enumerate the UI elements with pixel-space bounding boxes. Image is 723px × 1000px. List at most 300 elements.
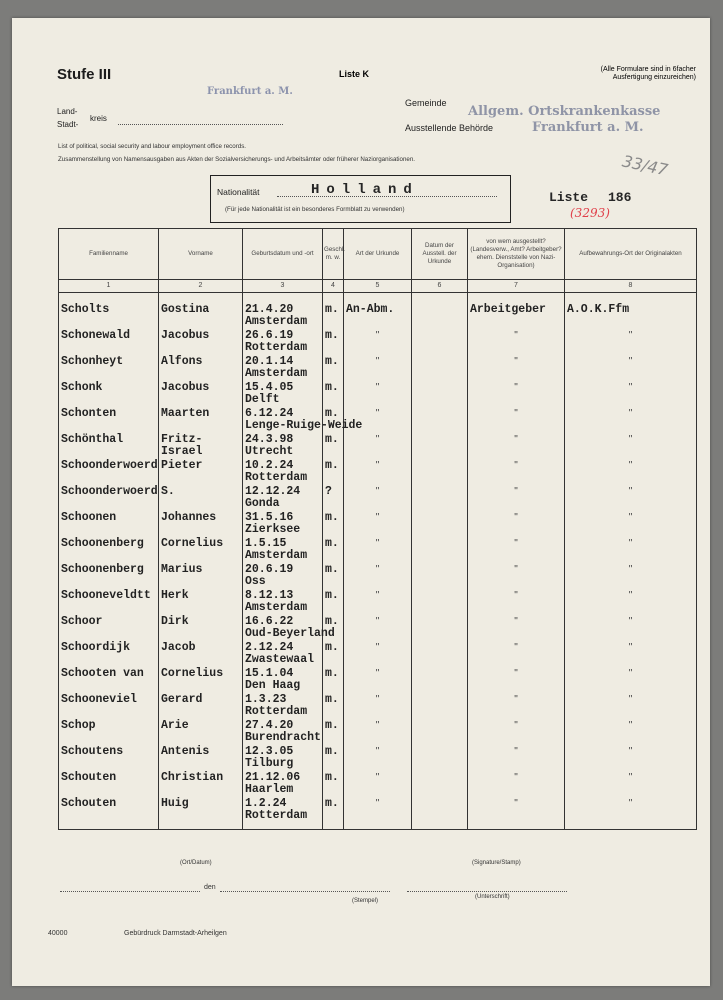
sex: m. — [325, 797, 339, 810]
given-name: S. — [161, 485, 175, 498]
issue-date-cell — [412, 587, 468, 613]
table-row — [59, 431, 697, 457]
land-label: Land- — [57, 107, 78, 116]
gemeinde-label: Gemeinde — [405, 98, 447, 108]
archive-cell — [565, 431, 697, 457]
sex-cell — [323, 509, 344, 535]
family-name-cell — [59, 717, 159, 743]
birth-place: Delft — [245, 393, 280, 406]
nationality-note: (Für jede Nationalität ist ein besonderes Formblatt zu verwenden) — [225, 206, 405, 213]
document-type: " — [375, 460, 380, 471]
given-name: Gostina — [161, 303, 210, 316]
archive-cell — [565, 769, 697, 795]
document-type-cell — [344, 561, 412, 587]
given-name-cell — [159, 613, 243, 639]
family-name: Schonten — [61, 407, 117, 420]
birth-cell — [243, 587, 323, 613]
family-name-cell — [59, 691, 159, 717]
family-name-cell — [59, 769, 159, 795]
issuer-cell — [468, 691, 565, 717]
issuer: " — [514, 642, 518, 653]
birth-place: Oud-Beyerland — [245, 627, 335, 640]
given-name-cell — [159, 535, 243, 561]
issuer-cell — [468, 795, 565, 830]
family-name-cell — [59, 405, 159, 431]
birth-date: 15.4.05 — [245, 381, 294, 394]
issuer-cell — [468, 665, 565, 691]
birth-cell — [243, 717, 323, 743]
sex: m. — [325, 537, 339, 550]
issuer: " — [514, 772, 518, 783]
archive-cell — [565, 743, 697, 769]
birth-cell — [243, 353, 323, 379]
given-name: Dirk — [161, 615, 189, 628]
signature-line — [407, 891, 567, 892]
table-row — [59, 353, 697, 379]
birth-cell — [243, 613, 335, 640]
birth-place: Amsterdam — [245, 367, 308, 380]
pencil-note: 33/47 — [620, 151, 670, 180]
issuer: " — [514, 512, 518, 523]
document-type: " — [375, 772, 380, 783]
given-name: Marius — [161, 563, 203, 576]
issuer-cell — [468, 587, 565, 613]
issue-date-cell — [412, 691, 468, 717]
birth-cell — [243, 795, 323, 830]
issuer-cell — [468, 509, 565, 535]
column-number: 4 — [323, 280, 344, 293]
given-name-cell — [159, 509, 243, 535]
given-name-cell — [159, 431, 243, 457]
issue-date-cell — [412, 743, 468, 769]
birth-date: 20.1.14 — [245, 355, 294, 368]
issuer-cell — [468, 457, 565, 483]
issue-date-cell — [412, 535, 468, 561]
header-aufbewahrung: Aufbewahrungs-Ort der Originalakten — [565, 229, 697, 280]
issue-date-cell — [412, 431, 468, 457]
printer-note: Gebürdruck Darmstadt-Arheilgen — [124, 930, 227, 937]
document-sheet — [12, 18, 710, 986]
issuer-cell — [468, 353, 565, 379]
family-name: Schooneviel — [61, 693, 137, 706]
birth-cell — [243, 769, 323, 795]
birth-place: Amsterdam — [245, 315, 308, 328]
sex-cell — [323, 535, 344, 561]
birth-date: 10.2.24 — [245, 459, 294, 472]
birth-place: Rotterdam — [245, 471, 308, 484]
document-type: " — [375, 486, 380, 497]
given-name-cell — [159, 293, 243, 328]
archive-location: " — [628, 460, 633, 471]
table-row — [59, 613, 697, 639]
document-type-cell — [344, 717, 412, 743]
column-number-row — [59, 280, 697, 293]
birth-place: Zwastewaal — [245, 653, 315, 666]
given-name-cell — [159, 717, 243, 743]
header-geschlecht: Geschl. m. w. — [323, 229, 344, 280]
sex: m. — [325, 641, 339, 654]
birth-place: Zierksee — [245, 523, 301, 536]
archive-cell — [565, 405, 697, 431]
birth-date: 6.12.24 — [245, 407, 294, 420]
birth-cell — [243, 743, 323, 769]
document-type: " — [375, 694, 380, 705]
issue-date-cell — [412, 405, 468, 431]
family-name-cell — [59, 665, 159, 691]
issuer-cell — [468, 379, 565, 405]
nationality-value: Holland — [311, 182, 419, 198]
sex: m. — [325, 745, 339, 758]
birth-place: Burendracht — [245, 731, 321, 744]
sex: m. — [325, 771, 339, 784]
nationality-box — [210, 175, 511, 223]
birth-cell — [243, 639, 323, 665]
archive-location: " — [628, 330, 633, 341]
table-row — [59, 561, 697, 587]
red-note: (3293) — [570, 206, 610, 220]
column-number: 1 — [59, 280, 159, 293]
birth-cell — [243, 457, 323, 483]
given-name-cell — [159, 587, 243, 613]
issuer: " — [514, 434, 518, 445]
document-type-cell — [344, 457, 412, 483]
archive-cell — [565, 457, 697, 483]
sex-cell — [323, 561, 344, 587]
archive-cell — [565, 665, 697, 691]
archive-location: " — [628, 538, 633, 549]
issue-date-cell — [412, 613, 468, 639]
given-name-cell — [159, 639, 243, 665]
print-code: 40000 — [48, 930, 68, 937]
sex: m. — [325, 693, 339, 706]
sex: m. — [325, 303, 339, 316]
family-name: Schop — [61, 719, 96, 732]
issuer-cell — [468, 327, 565, 353]
sex: m. — [325, 459, 339, 472]
archive-cell — [565, 639, 697, 665]
archive-location: " — [628, 434, 633, 445]
sex: m. — [325, 511, 339, 524]
issue-date-cell — [412, 483, 468, 509]
given-name: Cornelius — [161, 667, 224, 680]
archive-cell — [565, 535, 697, 561]
place-line — [60, 891, 200, 892]
issuer: " — [514, 382, 518, 393]
birth-date: 16.6.22 — [245, 615, 294, 628]
document-type: " — [375, 434, 380, 445]
document-type-cell — [344, 769, 412, 795]
table-row — [59, 769, 697, 795]
sex-cell — [323, 379, 344, 405]
issuer: " — [514, 564, 518, 575]
liste-number: 186 — [608, 190, 632, 205]
birth-date: 20.6.19 — [245, 563, 294, 576]
archive-cell — [565, 561, 697, 587]
issuer: " — [514, 330, 518, 341]
sex-cell — [323, 795, 344, 830]
document-type: An-Abm. — [346, 303, 395, 316]
given-name-cell — [159, 353, 243, 379]
given-name-cell — [159, 327, 243, 353]
issuer-cell — [468, 405, 565, 431]
table-row — [59, 743, 697, 769]
family-name-cell — [59, 327, 159, 353]
issuer: " — [514, 590, 518, 601]
birth-date: 31.5.16 — [245, 511, 294, 524]
issuer-cell — [468, 561, 565, 587]
den-label: den — [204, 884, 216, 891]
archive-location: " — [628, 512, 633, 523]
kreis-line — [118, 124, 283, 125]
issuer: Arbeitgeber — [470, 303, 546, 316]
family-name: Schönthal — [61, 433, 124, 446]
document-type: " — [375, 616, 380, 627]
sex-cell — [323, 293, 344, 328]
signature-label: (Signature/Stamp) — [472, 860, 521, 866]
archive-location: " — [628, 382, 633, 393]
birth-place: Rotterdam — [245, 705, 308, 718]
birth-cell — [243, 379, 323, 405]
family-name-cell — [59, 353, 159, 379]
issue-date-cell — [412, 769, 468, 795]
sex-cell — [323, 457, 344, 483]
kreis-label: kreis — [90, 114, 107, 123]
family-name: Schoonenberg — [61, 537, 144, 550]
archive-location: " — [628, 642, 633, 653]
given-name: Cornelius — [161, 537, 224, 550]
header-geburtsdatum: Geburtsdatum und -ort — [243, 229, 323, 280]
family-name-cell — [59, 379, 159, 405]
header-familienname: Familienname — [59, 229, 159, 280]
issuer: " — [514, 720, 518, 731]
table-row — [59, 665, 697, 691]
liste-k-label: Liste K — [339, 69, 370, 79]
table-row — [59, 293, 697, 328]
given-name-line-2: Israel — [161, 445, 203, 458]
birth-place: Rotterdam — [245, 809, 308, 822]
issue-date-cell — [412, 561, 468, 587]
document-type-cell — [344, 405, 412, 431]
issuer: " — [514, 408, 518, 419]
birth-cell — [243, 483, 323, 509]
records-table — [58, 228, 697, 830]
issuer: " — [514, 746, 518, 757]
given-name: Jacob — [161, 641, 196, 654]
birth-cell — [243, 535, 323, 561]
birth-place: Oss — [245, 575, 266, 588]
given-name-cell — [159, 743, 243, 769]
archive-cell — [565, 795, 697, 830]
birth-date: 27.4.20 — [245, 719, 294, 732]
given-name-cell — [159, 691, 243, 717]
table-row — [59, 405, 697, 431]
birth-place: Den Haag — [245, 679, 301, 692]
given-name: Gerard — [161, 693, 203, 706]
family-name-cell — [59, 587, 159, 613]
birth-place: Lenge-Ruige-Weide — [245, 419, 363, 432]
issuer: " — [514, 356, 518, 367]
sex: m. — [325, 589, 339, 602]
issue-date-cell — [412, 509, 468, 535]
family-name: Schoutens — [61, 745, 124, 758]
issue-date-cell — [412, 327, 468, 353]
stufe-title: Stufe III — [57, 66, 112, 83]
given-name-cell — [159, 483, 243, 509]
archive-location: A.O.K.Ffm — [567, 303, 630, 316]
header-urkunde: Art der Urkunde — [344, 229, 412, 280]
given-name: Alfons — [161, 355, 203, 368]
table-row — [59, 795, 697, 830]
given-name: Huig — [161, 797, 189, 810]
birth-date: 8.12.13 — [245, 589, 294, 602]
stadt-label: Stadt- — [57, 120, 79, 129]
column-number: 5 — [344, 280, 412, 293]
family-name: Schoonenberg — [61, 563, 144, 576]
document-type-cell — [344, 691, 412, 717]
birth-date: 26.6.19 — [245, 329, 294, 342]
given-name: Maarten — [161, 407, 210, 420]
header-datum: Datum der Ausstell. der Urkunde — [412, 229, 468, 280]
birth-cell — [243, 405, 363, 432]
archive-cell — [565, 509, 697, 535]
document-type: " — [375, 746, 380, 757]
sex: ? — [325, 485, 332, 498]
given-name: Christian — [161, 771, 224, 784]
archive-location: " — [628, 486, 633, 497]
birth-date: 15.1.04 — [245, 667, 294, 680]
sex-cell — [323, 665, 344, 691]
issue-date-cell — [412, 639, 468, 665]
issuer-cell — [468, 535, 565, 561]
issuer-cell — [468, 743, 565, 769]
birth-place: Rotterdam — [245, 341, 308, 354]
given-name-cell — [159, 405, 243, 431]
description-de: Zusammenstellung von Namensausgaben aus Akten der Sozialversicherungs- und Arbeitsämter oder früherer Naziorganisationen. — [58, 156, 416, 163]
description-en: List of political, social security and labour employment office records. — [58, 143, 247, 150]
given-name: Herk — [161, 589, 189, 602]
family-name-cell — [59, 509, 159, 535]
document-type-cell — [344, 509, 412, 535]
header-aussteller: von wem ausgestellt? (Landesverw., Amt? Arbeitgeber? ehem. Dienststelle von Nazi-Organisation) — [468, 229, 565, 280]
birth-date: 1.3.23 — [245, 693, 287, 706]
document-type-cell — [344, 431, 412, 457]
family-name-cell — [59, 561, 159, 587]
given-name: Jacobus — [161, 381, 210, 394]
birth-place: Tilburg — [245, 757, 294, 770]
issuer-cell — [468, 769, 565, 795]
family-name-cell — [59, 431, 159, 457]
form-note-line-1: (Alle Formulare sind in 6facher — [600, 66, 696, 73]
document-type: " — [375, 720, 380, 731]
archive-location: " — [628, 668, 633, 679]
sex: m. — [325, 433, 339, 446]
archive-location: " — [628, 720, 633, 731]
birth-date: 1.2.24 — [245, 797, 287, 810]
document-type: " — [375, 668, 380, 679]
given-name-cell — [159, 665, 243, 691]
nationality-label: Nationalität — [217, 187, 260, 197]
given-name-cell — [159, 769, 243, 795]
sex-cell — [323, 769, 344, 795]
issuer: " — [514, 538, 518, 549]
issue-date-cell — [412, 665, 468, 691]
issuer: " — [514, 486, 518, 497]
behoerde-label: Ausstellende Behörde — [405, 123, 494, 133]
form-note-line-2: Ausfertigung einzureichen) — [612, 74, 696, 81]
archive-cell — [565, 483, 697, 509]
issuer-cell — [468, 483, 565, 509]
family-name: Schouten — [61, 797, 117, 810]
issue-date-cell — [412, 293, 468, 328]
column-number: 8 — [565, 280, 697, 293]
issuer-cell — [468, 613, 565, 639]
birth-date: 2.12.24 — [245, 641, 294, 654]
table-row — [59, 483, 697, 509]
issue-date-cell — [412, 717, 468, 743]
issue-date-cell — [412, 353, 468, 379]
document-type: " — [375, 564, 380, 575]
archive-location: " — [628, 590, 633, 601]
issuer-cell — [468, 717, 565, 743]
header-vorname: Vorname — [159, 229, 243, 280]
date-line — [220, 891, 390, 892]
family-name-cell — [59, 293, 159, 328]
sex-cell — [323, 613, 344, 639]
document-type-cell — [344, 379, 412, 405]
table-row — [59, 457, 697, 483]
birth-place: Gonda — [245, 497, 280, 510]
birth-cell — [243, 431, 323, 457]
sex: m. — [325, 355, 339, 368]
document-type: " — [375, 590, 380, 601]
table-row — [59, 535, 697, 561]
document-type: " — [375, 382, 380, 393]
birth-place: Amsterdam — [245, 549, 308, 562]
archive-cell — [565, 691, 697, 717]
family-name: Scholts — [61, 303, 110, 316]
issuer-cell — [468, 431, 565, 457]
birth-place: Amsterdam — [245, 601, 308, 614]
sex-cell — [323, 327, 344, 353]
document-type-cell — [344, 613, 412, 639]
archive-location: " — [628, 746, 633, 757]
document-type: " — [375, 512, 380, 523]
birth-cell — [243, 509, 323, 535]
document-type-cell — [344, 665, 412, 691]
family-name-cell — [59, 795, 159, 830]
sex: m. — [325, 329, 339, 342]
column-number: 7 — [468, 280, 565, 293]
document-type-cell — [344, 743, 412, 769]
issuer-cell — [468, 293, 565, 328]
archive-location: " — [628, 356, 633, 367]
family-name: Schoonderwoerd — [61, 485, 158, 498]
given-name: Antenis — [161, 745, 210, 758]
authority-stamp-line-1: Allgem. Ortskrankenkasse — [468, 104, 661, 119]
family-name: Schonheyt — [61, 355, 124, 368]
archive-location: " — [628, 772, 633, 783]
family-name-cell — [59, 639, 159, 665]
issue-date-cell — [412, 795, 468, 830]
unterschrift-label: (Unterschrift) — [475, 894, 510, 900]
archive-cell — [565, 587, 697, 613]
issuer: " — [514, 668, 518, 679]
issuer-cell — [468, 639, 565, 665]
sex-cell — [323, 691, 344, 717]
archive-location: " — [628, 564, 633, 575]
family-name: Schoor — [61, 615, 103, 628]
sex: m. — [325, 615, 339, 628]
